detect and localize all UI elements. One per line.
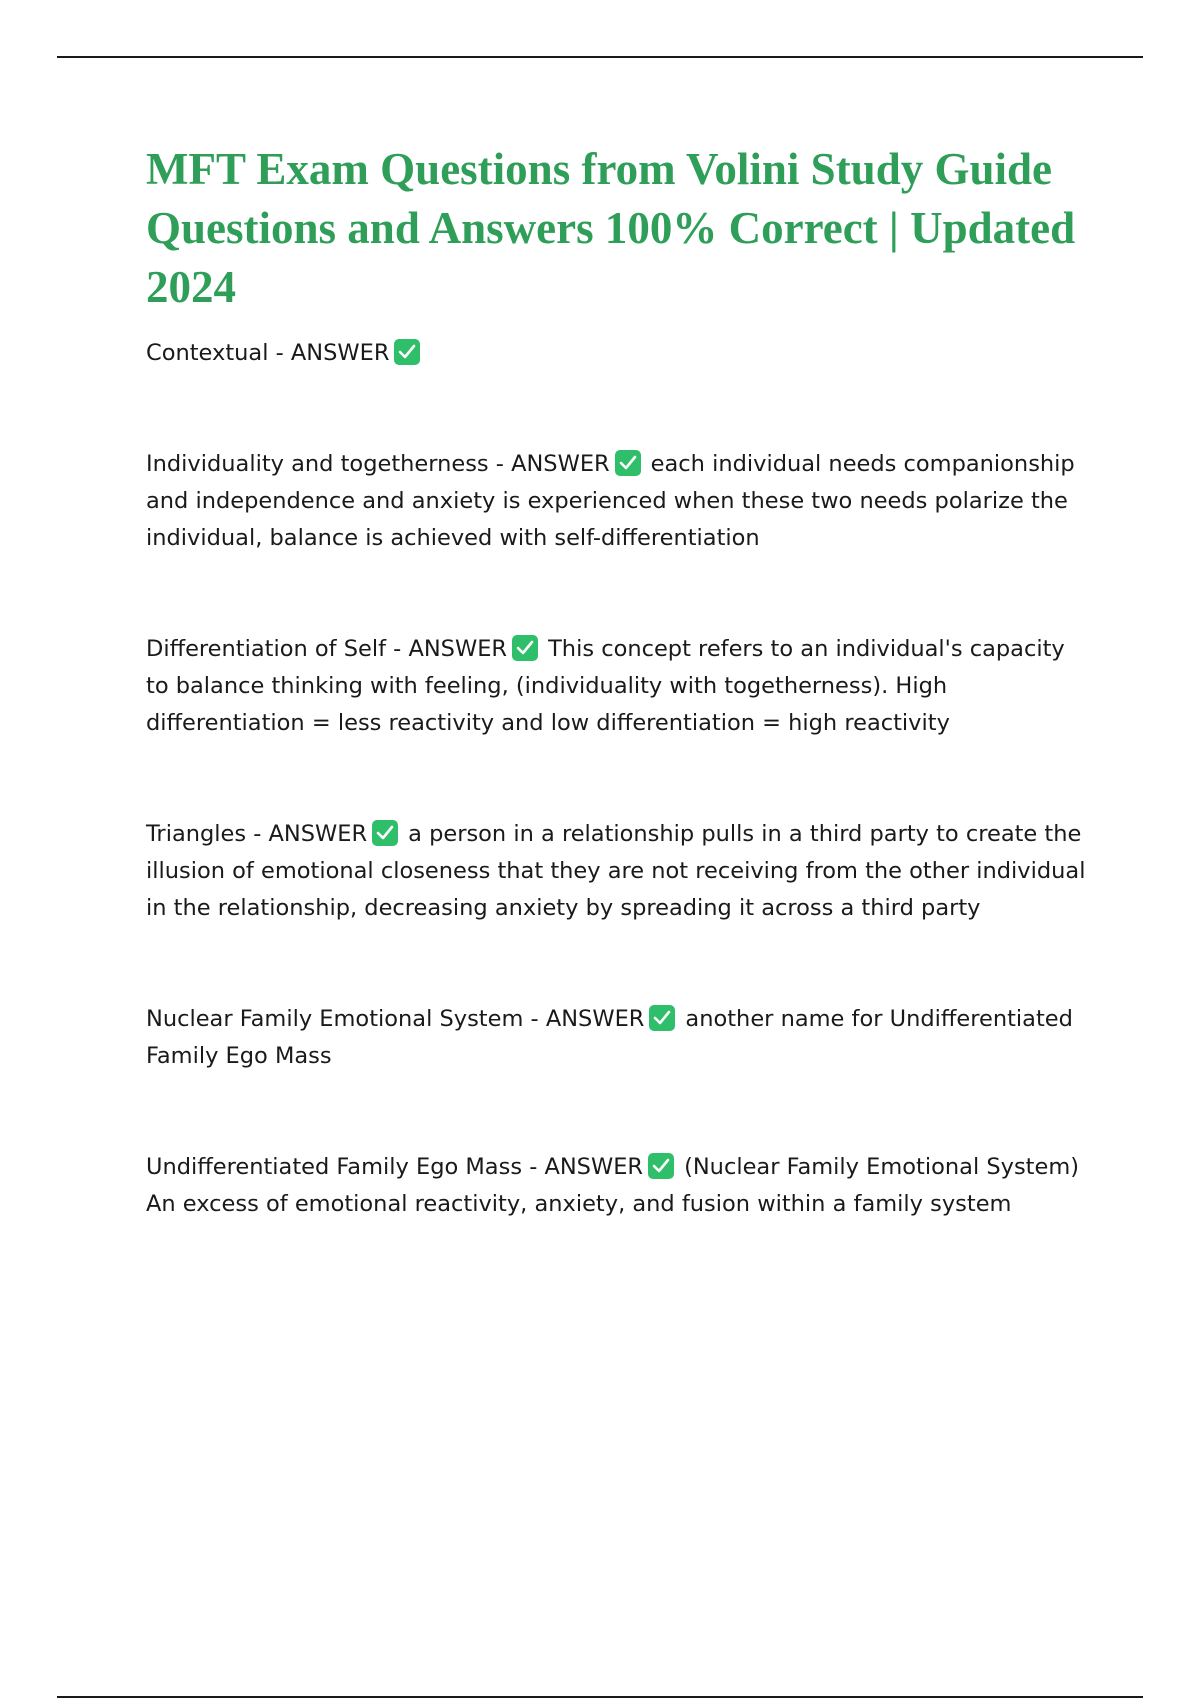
qa-entry xyxy=(146,816,1086,927)
check-icon xyxy=(615,450,641,476)
qa-term: Nuclear Family Emotional System - ANSWER xyxy=(146,1006,645,1032)
qa-entry xyxy=(146,1149,1086,1223)
qa-term: Contextual - ANSWER xyxy=(146,340,390,366)
bottom-rule xyxy=(57,1696,1143,1698)
top-rule xyxy=(57,56,1143,58)
qa-entry xyxy=(146,446,1086,557)
qa-definition: a person in a relationship pulls in a third party to create the illusion of emotional closeness that they are not receiving from the other individual in the relationship, decreasing anxiety by spreading it across a third party xyxy=(146,821,1086,921)
qa-definition: another name for Undifferentiated Family Ego Mass xyxy=(146,1006,1073,1069)
document-body xyxy=(146,140,1086,1223)
qa-definition: This concept refers to an individual's capacity to balance thinking with feeling, (individuality with togetherness). High differentiation = less reactivity and low differentiation = high reactivity xyxy=(146,636,1065,736)
qa-definition: (Nuclear Family Emotional System) An excess of emotional reactivity, anxiety, and fusion within a family system xyxy=(146,1154,1080,1217)
qa-entry xyxy=(146,631,1086,742)
qa-entry xyxy=(146,1001,1086,1075)
qa-term: Differentiation of Self - ANSWER xyxy=(146,636,508,662)
qa-term: Individuality and togetherness - ANSWER xyxy=(146,451,610,477)
check-icon xyxy=(394,339,420,365)
check-icon xyxy=(649,1005,675,1031)
qa-entry xyxy=(146,335,1086,372)
check-icon xyxy=(372,820,398,846)
check-icon xyxy=(512,635,538,661)
qa-definition: each individual needs companionship and independence and anxiety is experienced when these two needs polarize the individual, balance is achieved with self-differentiation xyxy=(146,451,1075,551)
check-icon xyxy=(648,1153,674,1179)
qa-term: Triangles - ANSWER xyxy=(146,821,368,847)
document-title: MFT Exam Questions from Volini Study Guide Questions and Answers 100% Correct | Updated 2024 xyxy=(146,144,1076,312)
qa-term: Undifferentiated Family Ego Mass - ANSWER xyxy=(146,1154,644,1180)
